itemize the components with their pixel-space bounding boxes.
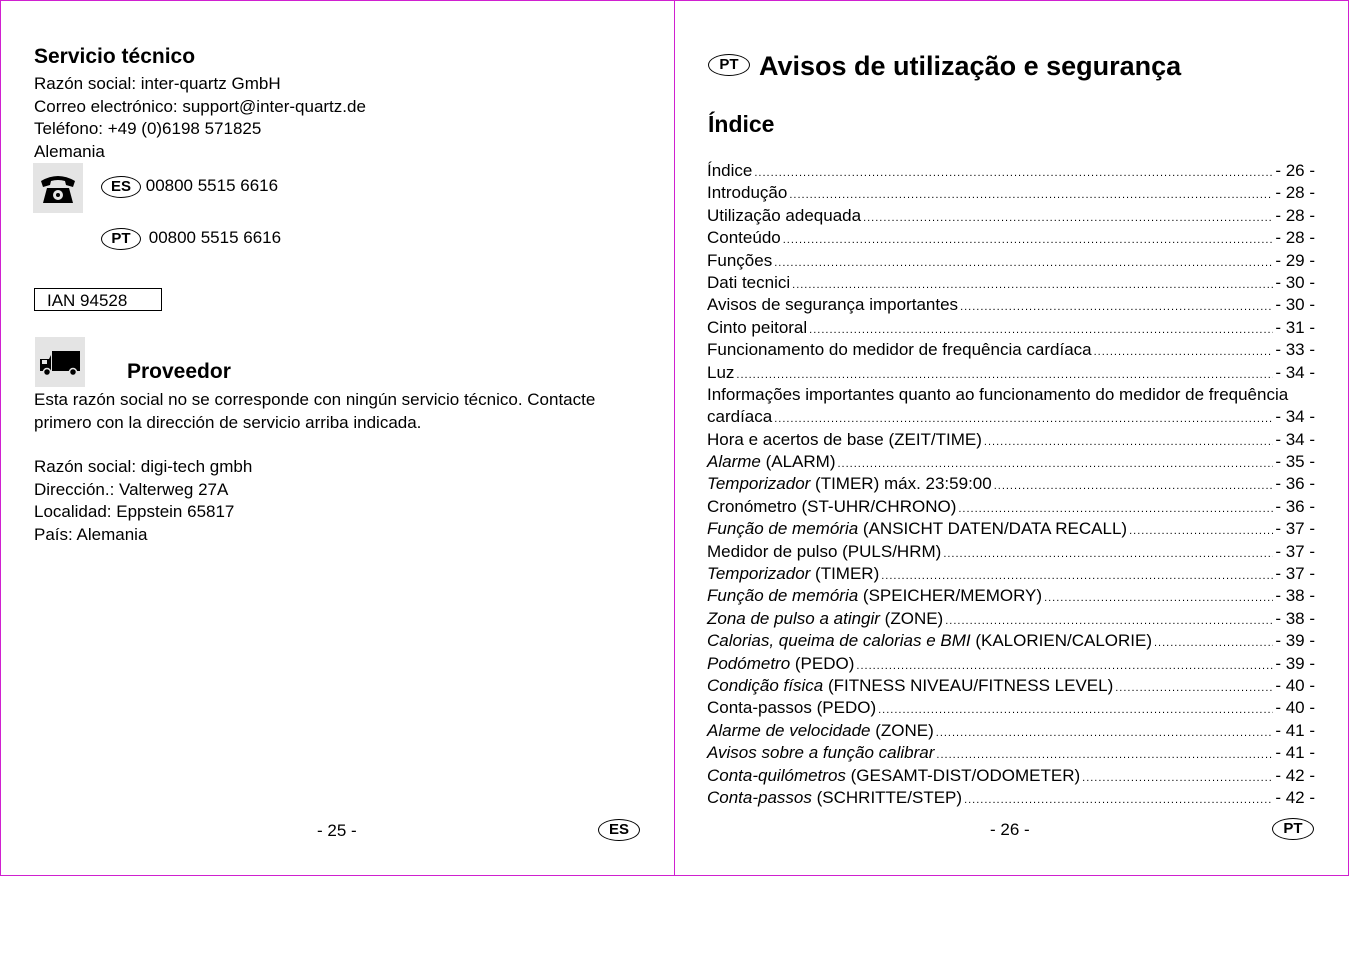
toc-entry-italic: Zona de pulso a atingir xyxy=(707,608,880,628)
toc-line: Informações importantes quanto ao funcionamento do medidor de frequência xyxy=(707,384,1289,404)
service-line: Teléfono: +49 (0)6198 571825 xyxy=(34,119,262,138)
supplier-address xyxy=(34,456,252,546)
toc-entry[interactable] xyxy=(707,429,1315,451)
pt-title-badge-icon xyxy=(708,54,750,76)
toc-leader-dots xyxy=(789,182,1273,206)
toc-entry-title xyxy=(707,518,1127,540)
supplier-text-line: Esta razón social no se corresponde con ningún servicio técnico. Contacte xyxy=(34,390,596,409)
toc-entry-title xyxy=(707,160,752,182)
toc-entry-title xyxy=(707,339,1092,361)
toc-entry-title xyxy=(707,451,835,473)
toc-leader-dots xyxy=(964,787,1273,811)
toc-entry[interactable] xyxy=(707,742,1315,764)
toc-page-number: - 40 - xyxy=(1275,698,1315,718)
toc-page-number: - 37 - xyxy=(1275,541,1315,561)
toc-entry-italic: Função de memória xyxy=(707,586,859,606)
toc-entry-italic: Função de memória xyxy=(707,519,859,539)
toc-entry-text: Índice xyxy=(707,161,753,180)
service-line: Razón social: inter-quartz GmbH xyxy=(34,74,281,93)
toc-entry-text: (TIMER) máx. 23:59:00 xyxy=(810,474,992,494)
toc-leader-dots xyxy=(960,294,1273,318)
toc-page-number: - 33 - xyxy=(1275,340,1315,360)
toc-entry[interactable] xyxy=(707,406,1315,428)
toc-leader-dots xyxy=(1044,585,1273,609)
toc-entry-title xyxy=(707,227,781,249)
toc-entry-title xyxy=(707,406,772,428)
toc-page-number: - 28 - xyxy=(1275,183,1315,203)
toc-page-number: - 35 - xyxy=(1275,452,1315,472)
supplier-line: País: Alemania xyxy=(34,524,148,544)
toc-page-number: - 42 - xyxy=(1275,765,1315,785)
supplier-text xyxy=(34,389,595,434)
toc-entry-title xyxy=(707,205,861,227)
toc-entry[interactable] xyxy=(707,182,1315,204)
toc-entry[interactable] xyxy=(707,518,1315,540)
toc-leader-dots xyxy=(994,473,1274,497)
toc-entry-italic: Condição física xyxy=(707,675,824,695)
toc-entry[interactable] xyxy=(707,227,1315,249)
toc-page-number: - 37 - xyxy=(1275,519,1315,539)
toc-entry-text: (ANSICHT DATEN/DATA RECALL) xyxy=(858,519,1128,539)
toc-entry-text: (SPEICHER/MEMORY) xyxy=(858,586,1043,606)
toc-entry-title xyxy=(707,742,934,764)
toc-entry-title xyxy=(707,250,772,272)
toc-entry-title xyxy=(707,294,958,316)
toc-entry-text: (PEDO) xyxy=(790,653,855,673)
toc-entry-title xyxy=(707,317,807,339)
service-line: Alemania xyxy=(34,141,105,161)
toc-entry-title xyxy=(707,608,943,630)
toc-entry-italic: Podómetro xyxy=(707,653,791,673)
table-of-contents xyxy=(707,160,1315,809)
toc-entry-title xyxy=(707,653,854,675)
page-number: - 25 - xyxy=(317,821,357,840)
toc-entry-text: Dati tecnici xyxy=(707,272,791,292)
toc-leader-dots xyxy=(945,608,1273,632)
service-line: Correo electrónico: support@inter-quartz.de xyxy=(34,96,366,116)
toc-page-number: - 40 - xyxy=(1275,675,1315,695)
toc-entry[interactable] xyxy=(707,720,1315,742)
toc-entry-title xyxy=(707,787,962,809)
toc-entry[interactable] xyxy=(707,339,1315,361)
toc-leader-dots xyxy=(736,362,1273,386)
toc-entry[interactable] xyxy=(707,697,1315,719)
toc-entry-text: (SCHRITTE/STEP) xyxy=(811,787,963,807)
toc-entry-title xyxy=(707,563,879,585)
toc-leader-dots xyxy=(792,272,1273,296)
toc-entry-text: cardíaca xyxy=(707,407,773,427)
toc-entry-text: (ALARM) xyxy=(760,452,836,472)
toc-entry[interactable] xyxy=(707,675,1315,697)
toc-entry-text: (ZONE) xyxy=(870,720,934,740)
toc-entry[interactable] xyxy=(707,250,1315,272)
ian-box: IAN 94528 xyxy=(34,288,162,311)
supplier-heading: Proveedor xyxy=(127,360,231,383)
truck-icon xyxy=(35,337,85,387)
page-number: - 26 - xyxy=(990,820,1030,839)
toc-leader-dots xyxy=(856,653,1273,677)
toc-leader-dots xyxy=(1094,339,1274,363)
toc-leader-dots xyxy=(774,250,1273,274)
toc-entry-text: Cinto peitoral xyxy=(707,317,808,337)
telephone-icon xyxy=(33,163,83,213)
toc-entry-text: Introdução xyxy=(707,183,788,203)
toc-leader-dots xyxy=(774,406,1273,430)
toc-entry-text: Funcionamento do medidor de frequência cardíaca xyxy=(707,340,1092,360)
toc-page-number: - 30 - xyxy=(1275,272,1315,292)
supplier-line: Dirección.: Valterweg 27A xyxy=(34,479,229,499)
toc-leader-dots xyxy=(958,496,1273,520)
toc-entry-text: Cronómetro (ST-UHR/CHRONO) xyxy=(707,496,957,516)
toc-page-number: - 39 - xyxy=(1275,631,1315,651)
phone-es-number: 00800 5515 6616 xyxy=(145,176,279,195)
toc-leader-dots xyxy=(936,720,1274,744)
service-address xyxy=(34,73,366,163)
toc-entry-text: Avisos de segurança importantes xyxy=(707,295,959,315)
toc-entry-text: Hora e acertos de base (ZEIT/TIME) xyxy=(707,429,982,449)
pt-badge-icon: PT xyxy=(101,228,141,250)
page-title: Avisos de utilização e segurança xyxy=(759,51,1182,81)
lang-badge-text: PT xyxy=(1272,818,1314,840)
toc-entry-title xyxy=(707,429,982,451)
toc-entry-title xyxy=(707,362,734,384)
supplier-text-line: primero con la dirección de servicio arriba indicada. xyxy=(34,412,422,432)
toc-page-number: - 31 - xyxy=(1275,317,1315,337)
toc-entry-title xyxy=(707,182,787,204)
toc-leader-dots xyxy=(809,317,1273,341)
toc-entry-italic: Alarme xyxy=(707,452,761,472)
toc-entry-title xyxy=(707,585,1042,607)
toc-leader-dots xyxy=(1154,630,1273,654)
service-heading: Servicio técnico xyxy=(34,45,196,68)
supplier-line: Razón social: digi-tech gmbh xyxy=(34,457,253,476)
toc-leader-dots xyxy=(984,429,1273,453)
toc-page-number: - 38 - xyxy=(1275,586,1315,606)
lang-badge-text: ES xyxy=(598,819,640,841)
toc-leader-dots xyxy=(881,563,1273,587)
toc-entry-text: Conteúdo xyxy=(707,228,781,248)
phone-pt-number: 00800 5515 6616 xyxy=(148,228,282,247)
toc-leader-dots xyxy=(936,742,1273,766)
toc-entry-text: Medidor de pulso (PULS/HRM) xyxy=(707,541,942,561)
toc-entry-italic: Temporizador xyxy=(707,474,811,494)
toc-entry-text: (ZONE) xyxy=(879,608,944,628)
toc-entry[interactable] xyxy=(707,653,1315,675)
toc-page-number: - 34 - xyxy=(1275,407,1315,427)
toc-entry[interactable] xyxy=(707,294,1315,316)
toc-leader-dots xyxy=(943,541,1273,565)
es-language-badge-icon xyxy=(598,819,640,841)
toc-entry-title xyxy=(707,272,790,294)
toc-leader-dots xyxy=(1115,675,1273,699)
toc-page-number: - 26 - xyxy=(1275,161,1315,180)
toc-entry[interactable] xyxy=(707,473,1315,495)
toc-leader-dots xyxy=(1129,518,1273,542)
toc-entry[interactable] xyxy=(707,630,1315,652)
toc-entry-title xyxy=(707,720,934,742)
toc-entry-italic: Temporizador xyxy=(707,564,811,584)
toc-leader-dots xyxy=(1082,765,1273,789)
toc-entry[interactable] xyxy=(707,787,1315,809)
toc-entry-text: (TIMER) xyxy=(810,564,880,584)
toc-entry-text: Utilização adequada xyxy=(707,205,862,225)
toc-page-number: - 34 - xyxy=(1275,429,1315,449)
toc-page-number: - 34 - xyxy=(1275,362,1315,382)
toc-entry-italic: Avisos sobre a função calibrar xyxy=(707,743,935,763)
toc-entry[interactable] xyxy=(707,765,1315,787)
toc-page-number: - 28 - xyxy=(1275,228,1315,248)
toc-entry[interactable] xyxy=(707,496,1315,518)
toc-entry-title xyxy=(707,765,1080,787)
index-heading: Índice xyxy=(708,111,775,137)
toc-entry-text: Luz xyxy=(707,362,735,382)
toc-page-number: - 29 - xyxy=(1275,250,1315,270)
toc-entry[interactable] xyxy=(707,160,1315,182)
toc-entry-title xyxy=(707,675,1113,697)
toc-entry[interactable] xyxy=(707,362,1315,384)
toc-entry-italic: Alarme de velocidade xyxy=(707,720,871,740)
toc-entry-text: (FITNESS NIVEAU/FITNESS LEVEL) xyxy=(823,675,1114,695)
toc-leader-dots xyxy=(863,205,1273,229)
toc-entry-italic: Calorias, queima de calorias e BMI xyxy=(707,631,971,651)
toc-leader-dots xyxy=(878,697,1273,721)
toc-page-number: - 37 - xyxy=(1275,564,1315,584)
toc-entry[interactable] xyxy=(707,272,1315,294)
page-left xyxy=(0,0,675,876)
es-badge-icon: ES xyxy=(101,176,141,198)
toc-leader-dots xyxy=(754,160,1273,184)
phone-es-row xyxy=(101,175,278,198)
toc-page-number: - 38 - xyxy=(1275,608,1315,628)
toc-entry[interactable] xyxy=(707,608,1315,630)
toc-entry-title xyxy=(707,697,876,719)
toc-entry-italic: Conta-passos xyxy=(707,787,812,807)
toc-entry-title xyxy=(707,630,1152,652)
toc-page-number: - 30 - xyxy=(1275,295,1315,315)
toc-entry-text: (KALORIEN/CALORIE) xyxy=(970,631,1152,651)
toc-page-number: - 41 - xyxy=(1275,743,1315,763)
toc-entry[interactable] xyxy=(707,563,1315,585)
toc-entry-text: Conta-passos (PEDO) xyxy=(707,698,877,718)
toc-page-number: - 41 - xyxy=(1275,720,1315,740)
toc-entry[interactable] xyxy=(707,541,1315,563)
toc-page-number: - 36 - xyxy=(1275,474,1315,494)
toc-entry-text: (GESAMT-DIST/ODOMETER) xyxy=(845,765,1081,785)
toc-leader-dots xyxy=(837,451,1273,475)
toc-entry-text: Funções xyxy=(707,250,773,270)
toc-page-number: - 36 - xyxy=(1275,496,1315,516)
supplier-line: Localidad: Eppstein 65817 xyxy=(34,502,235,521)
pt-language-badge-icon xyxy=(1272,818,1314,840)
toc-entry-title xyxy=(707,496,956,518)
toc-entry[interactable] xyxy=(707,205,1315,227)
toc-leader-dots xyxy=(783,227,1274,251)
toc-page-number: - 28 - xyxy=(1275,205,1315,225)
toc-page-number: - 39 - xyxy=(1275,653,1315,673)
toc-entry-title xyxy=(707,541,941,563)
toc-page-number: - 42 - xyxy=(1275,787,1315,807)
toc-entry-italic: Conta-quilómetros xyxy=(707,765,846,785)
title-badge-text: PT xyxy=(708,54,750,76)
toc-entry[interactable] xyxy=(707,317,1315,339)
phone-pt-row xyxy=(101,227,281,250)
toc-entry[interactable] xyxy=(707,585,1315,607)
toc-entry[interactable] xyxy=(707,451,1315,473)
toc-entry-title xyxy=(707,473,992,495)
